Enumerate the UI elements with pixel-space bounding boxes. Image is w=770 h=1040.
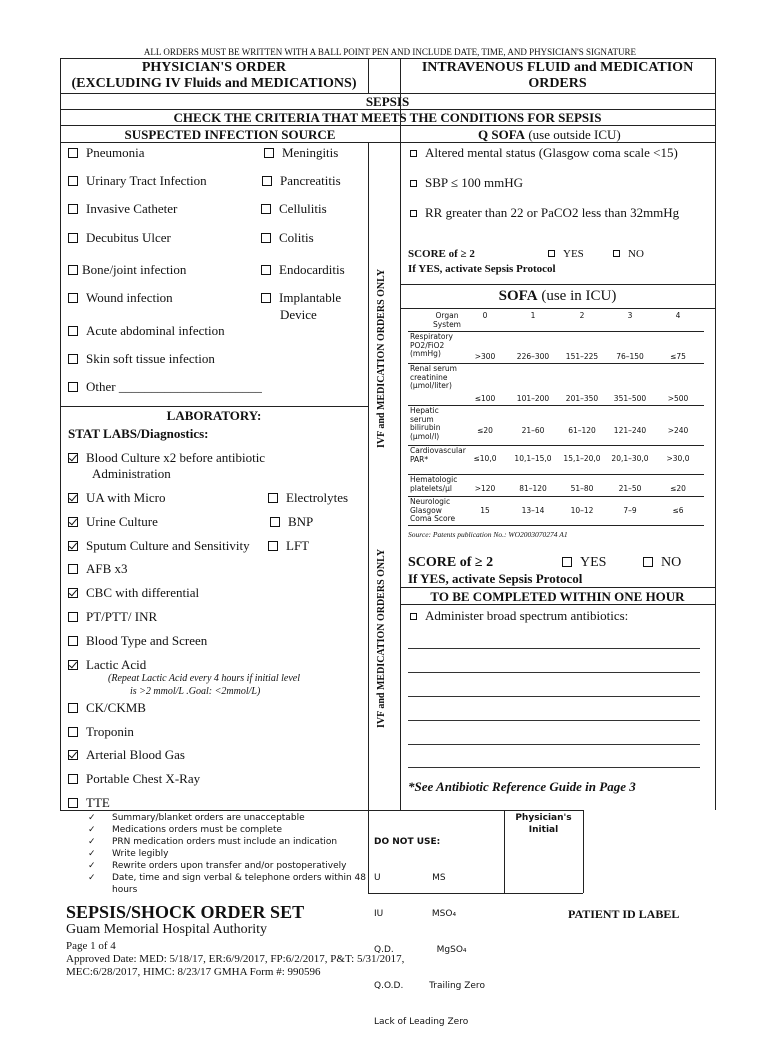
- lactic-note: (Repeat Lactic Acid every 4 hours if initial level: [108, 673, 300, 684]
- vertical-label-top: IVF and MEDICATION ORDERS ONLY: [376, 268, 387, 448]
- abdominal-option[interactable]: Acute abdominal infection: [68, 323, 225, 338]
- checked-checkbox[interactable]: [68, 750, 78, 760]
- vertical-label-bottom: IVF and MEDICATION ORDERS ONLY: [376, 548, 387, 728]
- sputum-option[interactable]: Sputum Culture and Sensitivity: [68, 538, 250, 553]
- rule-item: hours: [112, 885, 138, 895]
- checkbox[interactable]: [68, 265, 78, 275]
- uti-option[interactable]: Urinary Tract Infection: [68, 173, 207, 188]
- antibiotic-reference: *See Antibiotic Reference Guide in Page 3: [408, 779, 636, 794]
- checkbox[interactable]: [261, 265, 271, 275]
- blood-culture-option[interactable]: Blood Culture x2 before antibiotic: [68, 450, 265, 465]
- sofa-cell: ≤20: [670, 484, 686, 493]
- header-notice: ALL ORDERS MUST BE WRITTEN WITH A BALL POINT PEN AND INCLUDE DATE, TIME, AND PHYSICIAN'S SIGNATURE: [143, 47, 637, 57]
- pancreatitis-option[interactable]: Pancreatitis: [262, 173, 341, 188]
- electrolytes-option[interactable]: Electrolytes: [268, 490, 348, 505]
- rule-item: ✓ Summary/blanket orders are unacceptable: [88, 813, 305, 823]
- wound-option[interactable]: Wound infection: [68, 290, 173, 305]
- blood-type-option[interactable]: Blood Type and Screen: [68, 633, 207, 648]
- checkbox[interactable]: [562, 557, 572, 567]
- sofa-row-label: Respiratory PO2/FiO2 (mmHg): [410, 332, 453, 358]
- rules-list: [88, 812, 366, 896]
- checkbox[interactable]: [68, 774, 78, 784]
- tte-option[interactable]: TTE: [68, 795, 110, 810]
- rule-item: ✓ Medications orders must be complete: [88, 825, 283, 835]
- do-not-use-row: U MS: [374, 873, 446, 883]
- troponin-option[interactable]: Troponin: [68, 724, 134, 739]
- do-not-use-row: Lack of Leading Zero: [374, 1017, 469, 1027]
- qsofa-heading: Q SOFA (use outside ICU): [478, 127, 621, 142]
- sofa-score-label: SCORE of ≥ 2: [408, 555, 494, 570]
- rule-item: ✓ Write legibly: [88, 849, 169, 859]
- left-column-title: PHYSICIAN'S ORDER: [141, 60, 287, 75]
- checkbox[interactable]: [68, 612, 78, 622]
- qsofa-no-option[interactable]: NO: [613, 247, 644, 262]
- sofa-header-2: 2: [579, 311, 585, 320]
- cbc-option[interactable]: CBC with differential: [68, 585, 199, 600]
- sofa-header-3: 3: [627, 311, 633, 320]
- patient-id-label: PATIENT ID LABEL: [568, 907, 680, 921]
- antibiotic-line[interactable]: [408, 767, 700, 768]
- qsofa-score-label: SCORE of ≥ 2: [408, 248, 475, 260]
- do-not-use-row: Q.D. MgSO₄: [374, 945, 467, 955]
- sofa-cell: ≤20: [477, 426, 493, 435]
- sofa-cell: 121–240: [613, 426, 647, 435]
- sofa-row-label: Hematologic platelets/µl: [410, 475, 458, 493]
- decubitus-option[interactable]: Decubitus Ulcer: [68, 230, 171, 245]
- checkbox[interactable]: [68, 354, 78, 364]
- rule-item: ✓ Date, time and sign verbal & telephone orders within 48: [88, 873, 367, 883]
- checkbox[interactable]: [261, 233, 271, 243]
- right-column-title: INTRAVENOUS FLUID and MEDICATION: [421, 60, 694, 75]
- sofa-cell: >240: [667, 426, 689, 435]
- qsofa-yes-option[interactable]: YES: [548, 247, 584, 262]
- checked-checkbox[interactable]: [68, 453, 78, 463]
- sofa-cell: 15,1–20,0: [563, 454, 601, 463]
- skin-option[interactable]: Skin soft tissue infection: [68, 351, 215, 366]
- checkbox[interactable]: [68, 148, 78, 158]
- sofa-cell: 76–150: [616, 352, 644, 361]
- checkbox[interactable]: [268, 541, 278, 551]
- stat-labs-title: STAT LABS/Diagnostics:: [68, 426, 209, 441]
- checkbox[interactable]: [68, 703, 78, 713]
- sofa-cell: ≤6: [672, 506, 684, 515]
- urine-culture-option[interactable]: Urine Culture: [68, 514, 158, 529]
- qsofa-activate-note: If YES, activate Sepsis Protocol: [408, 263, 556, 275]
- antibiotic-line[interactable]: [408, 744, 700, 745]
- infection-source-title: SUSPECTED INFECTION SOURCE: [124, 127, 336, 142]
- checkbox[interactable]: [613, 250, 620, 257]
- sofa-row-label: Renal serum creatinine (µmol/liter): [410, 364, 457, 390]
- sofa-cell: 21–60: [521, 426, 545, 435]
- checkbox[interactable]: [261, 293, 271, 303]
- checkbox[interactable]: [68, 176, 78, 186]
- catheter-option[interactable]: Invasive Catheter: [68, 201, 177, 216]
- checked-checkbox[interactable]: [68, 660, 78, 670]
- checkbox[interactable]: [68, 727, 78, 737]
- sofa-cell: 21–50: [618, 484, 642, 493]
- xray-option[interactable]: Portable Chest X-Ray: [68, 771, 200, 786]
- sofa-header-organ: Organ System: [433, 311, 461, 329]
- other-option[interactable]: Other ______________________: [68, 379, 262, 394]
- sofa-cell: 10,1–15,0: [514, 454, 552, 463]
- do-not-use-title: DO NOT USE:: [374, 837, 441, 847]
- antibiotic-line[interactable]: [408, 720, 700, 721]
- checkbox[interactable]: [262, 176, 272, 186]
- sofa-heading: SOFA (use in ICU): [498, 288, 617, 304]
- sofa-cell: >500: [667, 394, 689, 403]
- do-not-use-box: [374, 812, 485, 1040]
- checkbox[interactable]: [68, 382, 78, 392]
- laboratory-title: LABORATORY:: [166, 408, 262, 423]
- colitis-option[interactable]: Colitis: [261, 230, 314, 245]
- checkbox[interactable]: [68, 798, 78, 808]
- sbp-option[interactable]: SBP ≤ 100 mmHG: [410, 175, 523, 190]
- sofa-cell: 151–225: [565, 352, 599, 361]
- sofa-cell: 226–300: [516, 352, 550, 361]
- checkbox[interactable]: [264, 148, 274, 158]
- sofa-source: Source: Patents publication No.: WO2003070274 A1: [408, 530, 568, 539]
- ua-option[interactable]: UA with Micro: [68, 490, 165, 505]
- lactic-note-line2: is >2 mmol/L .Goal: <2mmol/L): [130, 686, 261, 697]
- sofa-cell: >30,0: [666, 454, 690, 463]
- checked-checkbox[interactable]: [68, 517, 78, 527]
- checkbox[interactable]: [270, 517, 280, 527]
- bone-option[interactable]: Bone/joint infection: [68, 262, 186, 277]
- checkbox[interactable]: [68, 233, 78, 243]
- sofa-cell: 7–9: [623, 506, 637, 515]
- checkbox[interactable]: [410, 210, 417, 217]
- sofa-cell: 61–120: [568, 426, 596, 435]
- sofa-no-option[interactable]: NO: [643, 555, 681, 571]
- afb-option[interactable]: AFB x3: [68, 561, 128, 576]
- sofa-cell: 51–80: [570, 484, 594, 493]
- hospital-authority: Guam Memorial Hospital Authority: [66, 922, 268, 937]
- rule-item: ✓ PRN medication orders must include an indication: [88, 837, 338, 847]
- antibiotic-line[interactable]: [408, 696, 700, 697]
- sofa-cell: 13–14: [521, 506, 545, 515]
- checked-checkbox[interactable]: [68, 541, 78, 551]
- antibiotics-option[interactable]: Administer broad spectrum antibiotics:: [410, 608, 628, 623]
- do-not-use-row: IU MSO₄: [374, 909, 457, 919]
- altered-mental-option[interactable]: Altered mental status (Glasgow coma scale <15): [410, 145, 678, 160]
- sepsis-title: SEPSIS: [365, 94, 410, 109]
- cellulitis-option[interactable]: Cellulitis: [261, 201, 327, 216]
- sofa-row-label: Hepatic serum bilirubin (µmol/l): [410, 406, 441, 441]
- implantable-option-line2: Device: [280, 307, 317, 322]
- criteria-title: CHECK THE CRITERIA THAT MEETS THE CONDITIONS FOR SEPSIS: [173, 110, 602, 125]
- checkbox[interactable]: [68, 204, 78, 214]
- implantable-option[interactable]: Implantable: [261, 290, 341, 305]
- checkbox[interactable]: [68, 293, 78, 303]
- abg-option[interactable]: Arterial Blood Gas: [68, 747, 185, 762]
- bnp-option[interactable]: BNP: [270, 514, 313, 529]
- blood-culture-line2: Administration: [92, 466, 171, 481]
- sofa-row-label: Neurologic Glasgow Coma Score: [410, 497, 456, 523]
- approved-date: Approved Date: MED: 5/18/17, ER:6/9/2017, FP:6/2/2017, P&T: 5/31/2017,: [66, 953, 405, 965]
- sofa-cell: 351–500: [613, 394, 647, 403]
- one-hour-title: TO BE COMPLETED WITHIN ONE HOUR: [430, 589, 685, 604]
- checkbox[interactable]: [548, 250, 555, 257]
- sofa-row-label: Cardiovascular PAR*: [410, 446, 466, 464]
- sofa-activate-note: If YES, activate Sepsis Protocol: [408, 571, 583, 586]
- form-title: SEPSIS/SHOCK ORDER SET: [66, 902, 305, 922]
- sofa-cell: >300: [474, 352, 496, 361]
- antibiotic-line[interactable]: [408, 648, 700, 649]
- checkbox[interactable]: [410, 613, 417, 620]
- sofa-cell: 201–350: [565, 394, 599, 403]
- sofa-header-0: 0: [482, 311, 488, 320]
- rr-option[interactable]: RR greater than 22 or PaCO2 less than 32mmHg: [410, 205, 679, 220]
- checkbox[interactable]: [268, 493, 278, 503]
- sofa-cell: 101–200: [516, 394, 550, 403]
- checkbox[interactable]: [68, 564, 78, 574]
- checkbox[interactable]: [68, 326, 78, 336]
- page-number: Page 1 of 4: [66, 940, 116, 952]
- ck-option[interactable]: CK/CKMB: [68, 700, 146, 715]
- sofa-cell: ≤10,0: [473, 454, 497, 463]
- checked-checkbox[interactable]: [68, 588, 78, 598]
- approved-date-line2: MEC:6/28/2017, HIMC: 8/23/17 GMHA Form #: 990596: [66, 966, 321, 978]
- physician-initial-label-line2: Initial: [528, 825, 559, 835]
- pneumonia-option[interactable]: Pneumonia: [68, 145, 145, 160]
- checkbox[interactable]: [643, 557, 653, 567]
- sofa-cell: 20,1–30,0: [611, 454, 649, 463]
- checkbox[interactable]: [410, 180, 417, 187]
- sofa-cell: 81–120: [519, 484, 547, 493]
- checkbox[interactable]: [410, 150, 417, 157]
- sofa-cell: 15: [480, 506, 490, 515]
- sofa-cell: ≤75: [670, 352, 686, 361]
- sofa-cell: >120: [474, 484, 496, 493]
- rule-item: ✓ Rewrite orders upon transfer and/or postoperatively: [88, 861, 347, 871]
- checked-checkbox[interactable]: [68, 493, 78, 503]
- physician-initial-label: Physician's: [515, 813, 572, 823]
- sofa-yes-option[interactable]: YES: [562, 555, 606, 571]
- endocarditis-option[interactable]: Endocarditis: [261, 262, 345, 277]
- right-column-subtitle: ORDERS: [528, 76, 587, 91]
- checkbox[interactable]: [261, 204, 271, 214]
- meningitis-option[interactable]: Meningitis: [264, 145, 338, 160]
- sofa-cell: 10–12: [570, 506, 594, 515]
- checkbox[interactable]: [68, 636, 78, 646]
- do-not-use-row: Q.O.D. Trailing Zero: [374, 981, 485, 991]
- antibiotic-line[interactable]: [408, 672, 700, 673]
- left-column-subtitle: (EXCLUDING IV Fluids and MEDICATIONS): [71, 76, 357, 91]
- sofa-cell: ≤100: [474, 394, 496, 403]
- pt-option[interactable]: PT/PTT/ INR: [68, 609, 157, 624]
- sofa-header-1: 1: [530, 311, 536, 320]
- sofa-table: [408, 311, 704, 527]
- lft-option[interactable]: LFT: [268, 538, 309, 553]
- sofa-header-4: 4: [675, 311, 681, 320]
- lactic-option[interactable]: Lactic Acid: [68, 657, 146, 672]
